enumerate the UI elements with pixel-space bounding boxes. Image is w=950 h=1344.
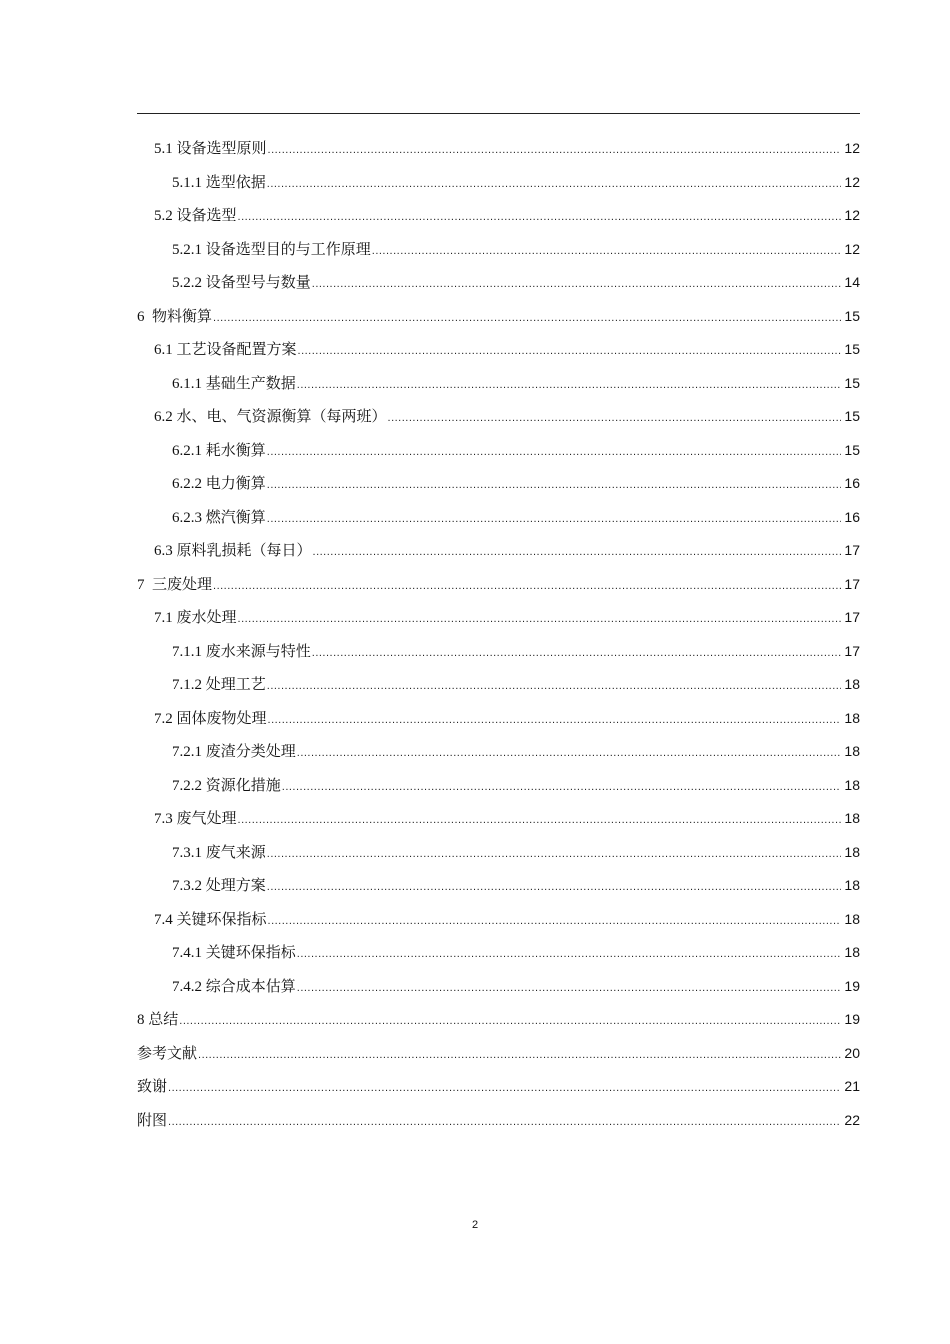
toc-entry-title: 7.2.2 资源化措施: [172, 777, 281, 794]
toc-dot-leader: [238, 201, 841, 235]
toc-entry-page: 19: [844, 1011, 860, 1027]
toc-dot-leader: [312, 268, 841, 302]
toc-dot-leader: [238, 603, 841, 637]
toc-entry[interactable]: [137, 970, 860, 1004]
toc-entry-title: 7.3.1 废气来源: [172, 844, 266, 861]
toc-dot-leader: [268, 134, 841, 168]
toc-entry-page: 18: [844, 944, 860, 960]
toc-entry[interactable]: [137, 769, 860, 803]
toc-entry-title: 7.1.2 处理工艺: [172, 677, 266, 693]
toc-entry-title: 6.2.2 电力衡算: [172, 476, 266, 492]
toc-entry-page: 12: [844, 240, 860, 257]
toc-entry-page: 20: [844, 1044, 860, 1061]
toc-entry-title: 8 总结: [137, 1012, 179, 1028]
toc-entry-title: 6.3 原料乳损耗（每日）: [154, 543, 312, 559]
toc-entry[interactable]: [137, 266, 860, 300]
toc-entry-page: 19: [844, 977, 860, 994]
toc-entry[interactable]: [137, 1070, 860, 1104]
toc-dot-leader: [297, 938, 841, 972]
toc-entry-title: 7.2 固体废物处理: [154, 710, 267, 727]
toc-dot-leader: [268, 905, 841, 939]
toc-entry-title: 5.1 设备选型原则: [154, 141, 267, 157]
toc-entry[interactable]: [137, 869, 860, 903]
toc-entry[interactable]: [137, 166, 860, 200]
toc-entry-page: 14: [844, 274, 860, 290]
toc-entry[interactable]: [137, 132, 860, 166]
toc-dot-leader: [313, 536, 841, 570]
toc-entry-page: 18: [844, 910, 860, 927]
header-rule: [137, 113, 860, 114]
toc-entry-page: 15: [844, 441, 860, 458]
toc-entry-title: 7.4.2 综合成本估算: [172, 978, 296, 995]
toc-dot-leader: [168, 1106, 841, 1140]
toc-dot-leader: [312, 637, 841, 671]
toc-entry[interactable]: [137, 568, 860, 602]
toc-entry[interactable]: [137, 802, 860, 836]
toc-dot-leader: [267, 871, 841, 905]
toc-entry[interactable]: [137, 434, 860, 468]
toc-entry-page: 17: [844, 609, 860, 625]
toc-entry-title: 附图: [137, 1112, 168, 1129]
toc-entry-title: 7.1 废水处理: [154, 610, 237, 626]
toc-entry-page: 16: [844, 508, 860, 525]
toc-dot-leader: [179, 1005, 841, 1039]
toc-entry[interactable]: [137, 467, 860, 501]
toc-dot-leader: [282, 771, 841, 805]
toc-entry-title: 6.1.1 基础生产数据: [172, 375, 296, 392]
toc-entry[interactable]: [137, 702, 860, 736]
toc-entry-title: 6.2 水、电、气资源衡算（每两班）: [154, 409, 387, 425]
toc-entry[interactable]: [137, 936, 860, 970]
toc-entry[interactable]: [137, 836, 860, 870]
toc-entry-page: 12: [844, 173, 860, 190]
toc-entry-title: 7 三废处理: [137, 576, 213, 593]
toc-entry[interactable]: [137, 400, 860, 434]
toc-dot-leader: [238, 804, 841, 838]
toc-dot-leader: [198, 1039, 841, 1073]
toc-dot-leader: [267, 838, 841, 872]
toc-entry-title: 7.3 废气处理: [154, 811, 237, 827]
toc-entry[interactable]: [137, 1104, 860, 1138]
toc-entry-title: 6.2.1 耗水衡算: [172, 442, 266, 459]
toc-dot-leader: [267, 670, 841, 704]
toc-dot-leader: [268, 704, 841, 738]
toc-entry[interactable]: [137, 635, 860, 669]
toc-entry-page: 18: [844, 810, 860, 826]
toc-entry-title: 5.2.1 设备选型目的与工作原理: [172, 241, 371, 258]
toc-entry-page: 12: [844, 207, 860, 223]
toc-entry-page: 18: [844, 776, 860, 793]
toc-entry-page: 16: [844, 475, 860, 491]
toc-entry-page: 18: [844, 843, 860, 860]
toc-dot-leader: [267, 436, 841, 470]
toc-entry[interactable]: [137, 333, 860, 367]
toc-dot-leader: [168, 1072, 841, 1106]
toc-dot-leader: [372, 235, 841, 269]
toc-dot-leader: [298, 335, 841, 369]
toc-entry-title: 6 物料衡算: [137, 308, 213, 325]
toc-entry-title: 7.3.2 处理方案: [172, 878, 266, 894]
toc-entry[interactable]: [137, 668, 860, 702]
toc-dot-leader: [388, 402, 841, 436]
toc-entry[interactable]: [137, 199, 860, 233]
toc-dot-leader: [297, 972, 841, 1006]
toc-entry[interactable]: [137, 903, 860, 937]
toc-entry[interactable]: [137, 233, 860, 267]
toc-entry-title: 参考文献: [137, 1045, 198, 1062]
toc-entry-title: 7.4.1 关键环保指标: [172, 945, 296, 961]
toc-dot-leader: [267, 469, 841, 503]
toc-entry-title: 5.1.1 选型依据: [172, 174, 266, 191]
toc-entry-page: 15: [844, 307, 860, 324]
toc-entry-title: 6.2.3 燃汽衡算: [172, 509, 266, 526]
toc-entry[interactable]: [137, 367, 860, 401]
toc-entry-page: 15: [844, 408, 860, 424]
toc-entry[interactable]: [137, 501, 860, 535]
toc-entry[interactable]: [137, 300, 860, 334]
toc-entry[interactable]: [137, 1003, 860, 1037]
toc-entry[interactable]: [137, 1037, 860, 1071]
toc-entry-page: 17: [844, 575, 860, 592]
toc-entry-page: 18: [844, 709, 860, 726]
toc-entry[interactable]: [137, 601, 860, 635]
toc-entry-title: 5.2.2 设备型号与数量: [172, 275, 311, 291]
toc-dot-leader: [267, 168, 841, 202]
toc-entry-page: 18: [844, 877, 860, 893]
footer-page-number: 2: [471, 1219, 479, 1231]
toc-entry-title: 致谢: [137, 1079, 168, 1095]
toc-entry-page: 17: [844, 642, 860, 659]
toc-entry-page: 18: [844, 676, 860, 692]
toc-entry-title: 6.1 工艺设备配置方案: [154, 342, 297, 358]
toc-entry-title: 7.2.1 废渣分类处理: [172, 744, 296, 760]
toc-entry[interactable]: [137, 735, 860, 769]
toc-dot-leader: [267, 503, 841, 537]
toc-entry-title: 5.2 设备选型: [154, 208, 237, 224]
toc-entry-title: 7.1.1 废水来源与特性: [172, 643, 311, 660]
toc-entry-page: 15: [844, 374, 860, 391]
toc-dot-leader: [297, 737, 841, 771]
toc-entry-page: 15: [844, 341, 860, 357]
toc-entry-page: 22: [844, 1111, 860, 1128]
toc-entry-page: 21: [844, 1078, 860, 1094]
toc-entry[interactable]: [137, 534, 860, 568]
toc-dot-leader: [213, 570, 841, 604]
toc-entry-page: 18: [844, 743, 860, 759]
toc-entry-title: 7.4 关键环保指标: [154, 911, 267, 928]
table-of-contents: [137, 132, 860, 1137]
toc-entry-page: 12: [844, 140, 860, 156]
toc-dot-leader: [297, 369, 841, 403]
toc-dot-leader: [213, 302, 841, 336]
toc-entry-page: 17: [844, 542, 860, 558]
